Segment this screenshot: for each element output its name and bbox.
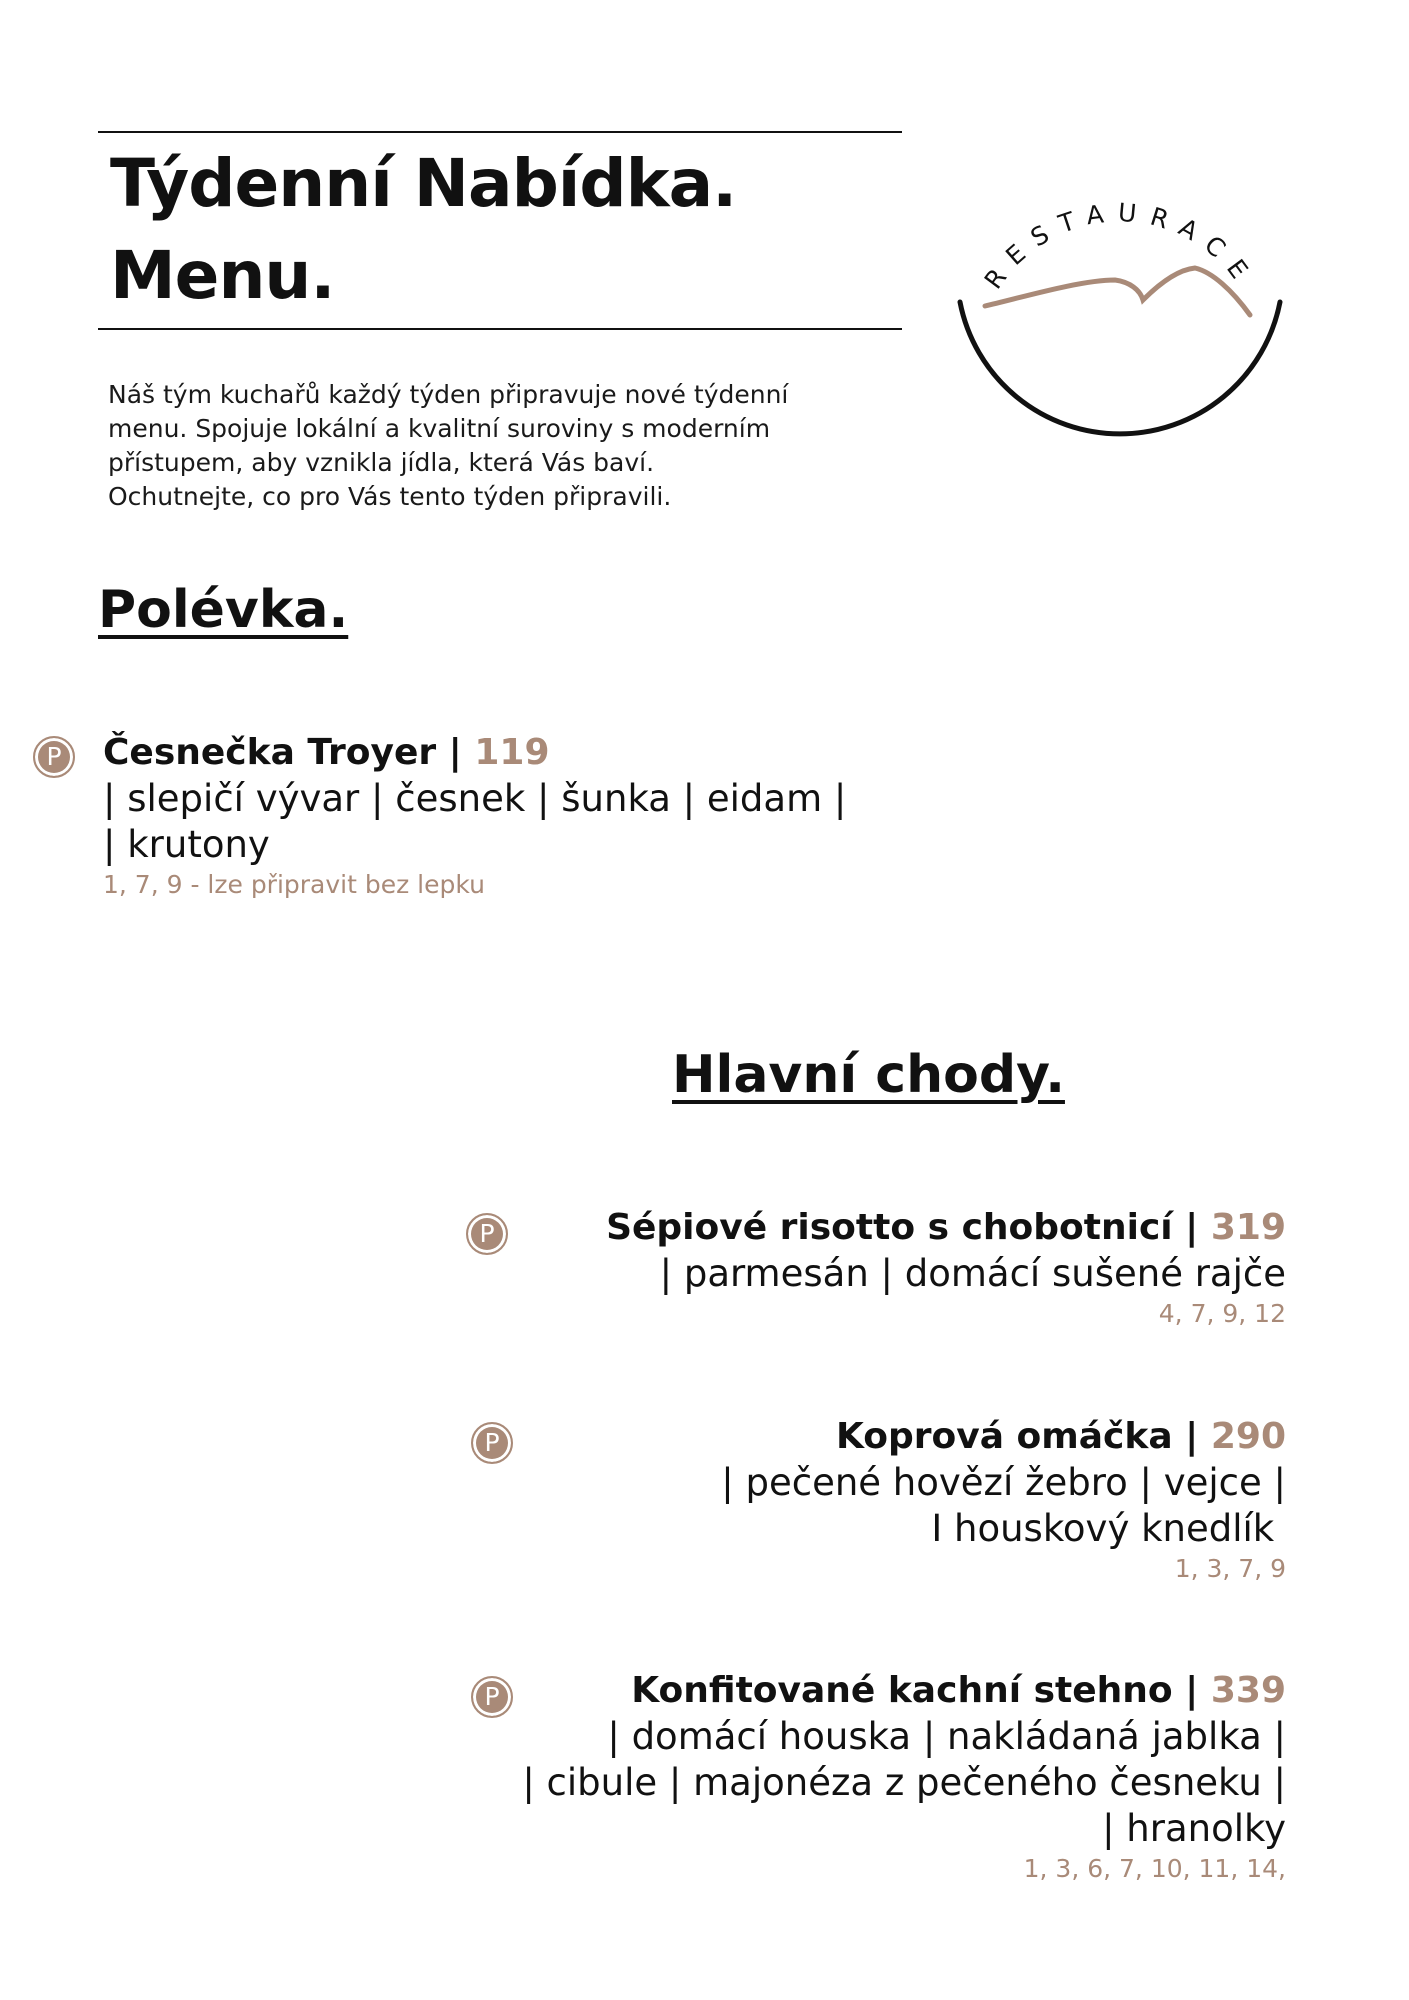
p-icon: P: [33, 736, 75, 778]
p-icon: P: [471, 1422, 513, 1464]
intro-line: menu. Spojuje lokální a kvalitní suroviny s moderním: [108, 414, 771, 443]
restaurant-logo: [940, 120, 1300, 480]
dish-name: Konfitované kachní stehno |: [631, 1670, 1211, 1711]
dish-ingredients: | domácí houska | nakládaná jablka |: [607, 1715, 1286, 1758]
dish-name: Česnečka Troyer |: [103, 732, 475, 773]
dish-ingredients: I houskový knedlík: [931, 1507, 1286, 1550]
dish-name-line: [522, 1668, 1286, 1714]
logo-text: RESTAURACE: [978, 197, 1262, 295]
dish-ingredients: | parmesán | domácí sušené rajče: [659, 1252, 1286, 1295]
section-heading-mains: Hlavní chody.: [672, 1045, 1065, 1105]
dish-allergens: 1, 3, 7, 9: [1174, 1554, 1286, 1583]
dish-name: Sépiové risotto s chobotnicí |: [606, 1207, 1211, 1248]
p-icon: P: [466, 1213, 508, 1255]
title-line-2: Menu.: [110, 237, 335, 314]
p-icon: P: [471, 1676, 513, 1718]
dish-allergens: 1, 3, 6, 7, 10, 11, 14,: [1023, 1854, 1286, 1883]
mountain-icon: [985, 268, 1250, 315]
dish-price: 339: [1210, 1670, 1286, 1711]
intro-paragraph: [108, 378, 908, 514]
dish-ingredients: | krutony: [103, 823, 270, 866]
title-line-1: Týdenní Nabídka.: [110, 145, 737, 222]
intro-line: Náš tým kuchařů každý týden připravuje nové týdenní: [108, 380, 789, 409]
dish-name-line: [103, 730, 846, 776]
dish-ingredients: | cibule | majonéza z pečeného česneku |: [522, 1761, 1286, 1804]
dish-ingredients: | pečené hovězí žebro | vejce |: [721, 1461, 1286, 1504]
menu-item-soup: [103, 730, 846, 902]
dish-price: 290: [1210, 1416, 1286, 1457]
dish-name: Koprová omáčka |: [835, 1416, 1211, 1457]
dish-name-line: [606, 1205, 1286, 1251]
dish-name-line: [721, 1414, 1286, 1460]
dish-allergens: 1, 7, 9 - lze připravit bez lepku: [103, 870, 485, 899]
intro-line: přístupem, aby vznikla jídla, která Vás baví.: [108, 448, 655, 477]
page-title: [110, 138, 736, 322]
menu-item-main-3: [522, 1668, 1286, 1886]
dish-allergens: 4, 7, 9, 12: [1158, 1299, 1286, 1328]
section-heading-soup: Polévka.: [98, 580, 349, 640]
menu-item-main-1: [606, 1205, 1286, 1331]
dish-price: 119: [474, 732, 550, 773]
intro-line: Ochutnejte, co pro Vás tento týden připravili.: [108, 482, 672, 511]
logo-bowl-arc: [960, 302, 1280, 434]
dish-price: 319: [1210, 1207, 1286, 1248]
menu-item-main-2: [721, 1414, 1286, 1586]
header-rule-bottom: [98, 328, 902, 330]
header-rule-top: [98, 131, 902, 133]
dish-ingredients: | slepičí vývar | česnek | šunka | eidam |: [103, 777, 847, 820]
dish-ingredients: | hranolky: [1102, 1807, 1286, 1850]
